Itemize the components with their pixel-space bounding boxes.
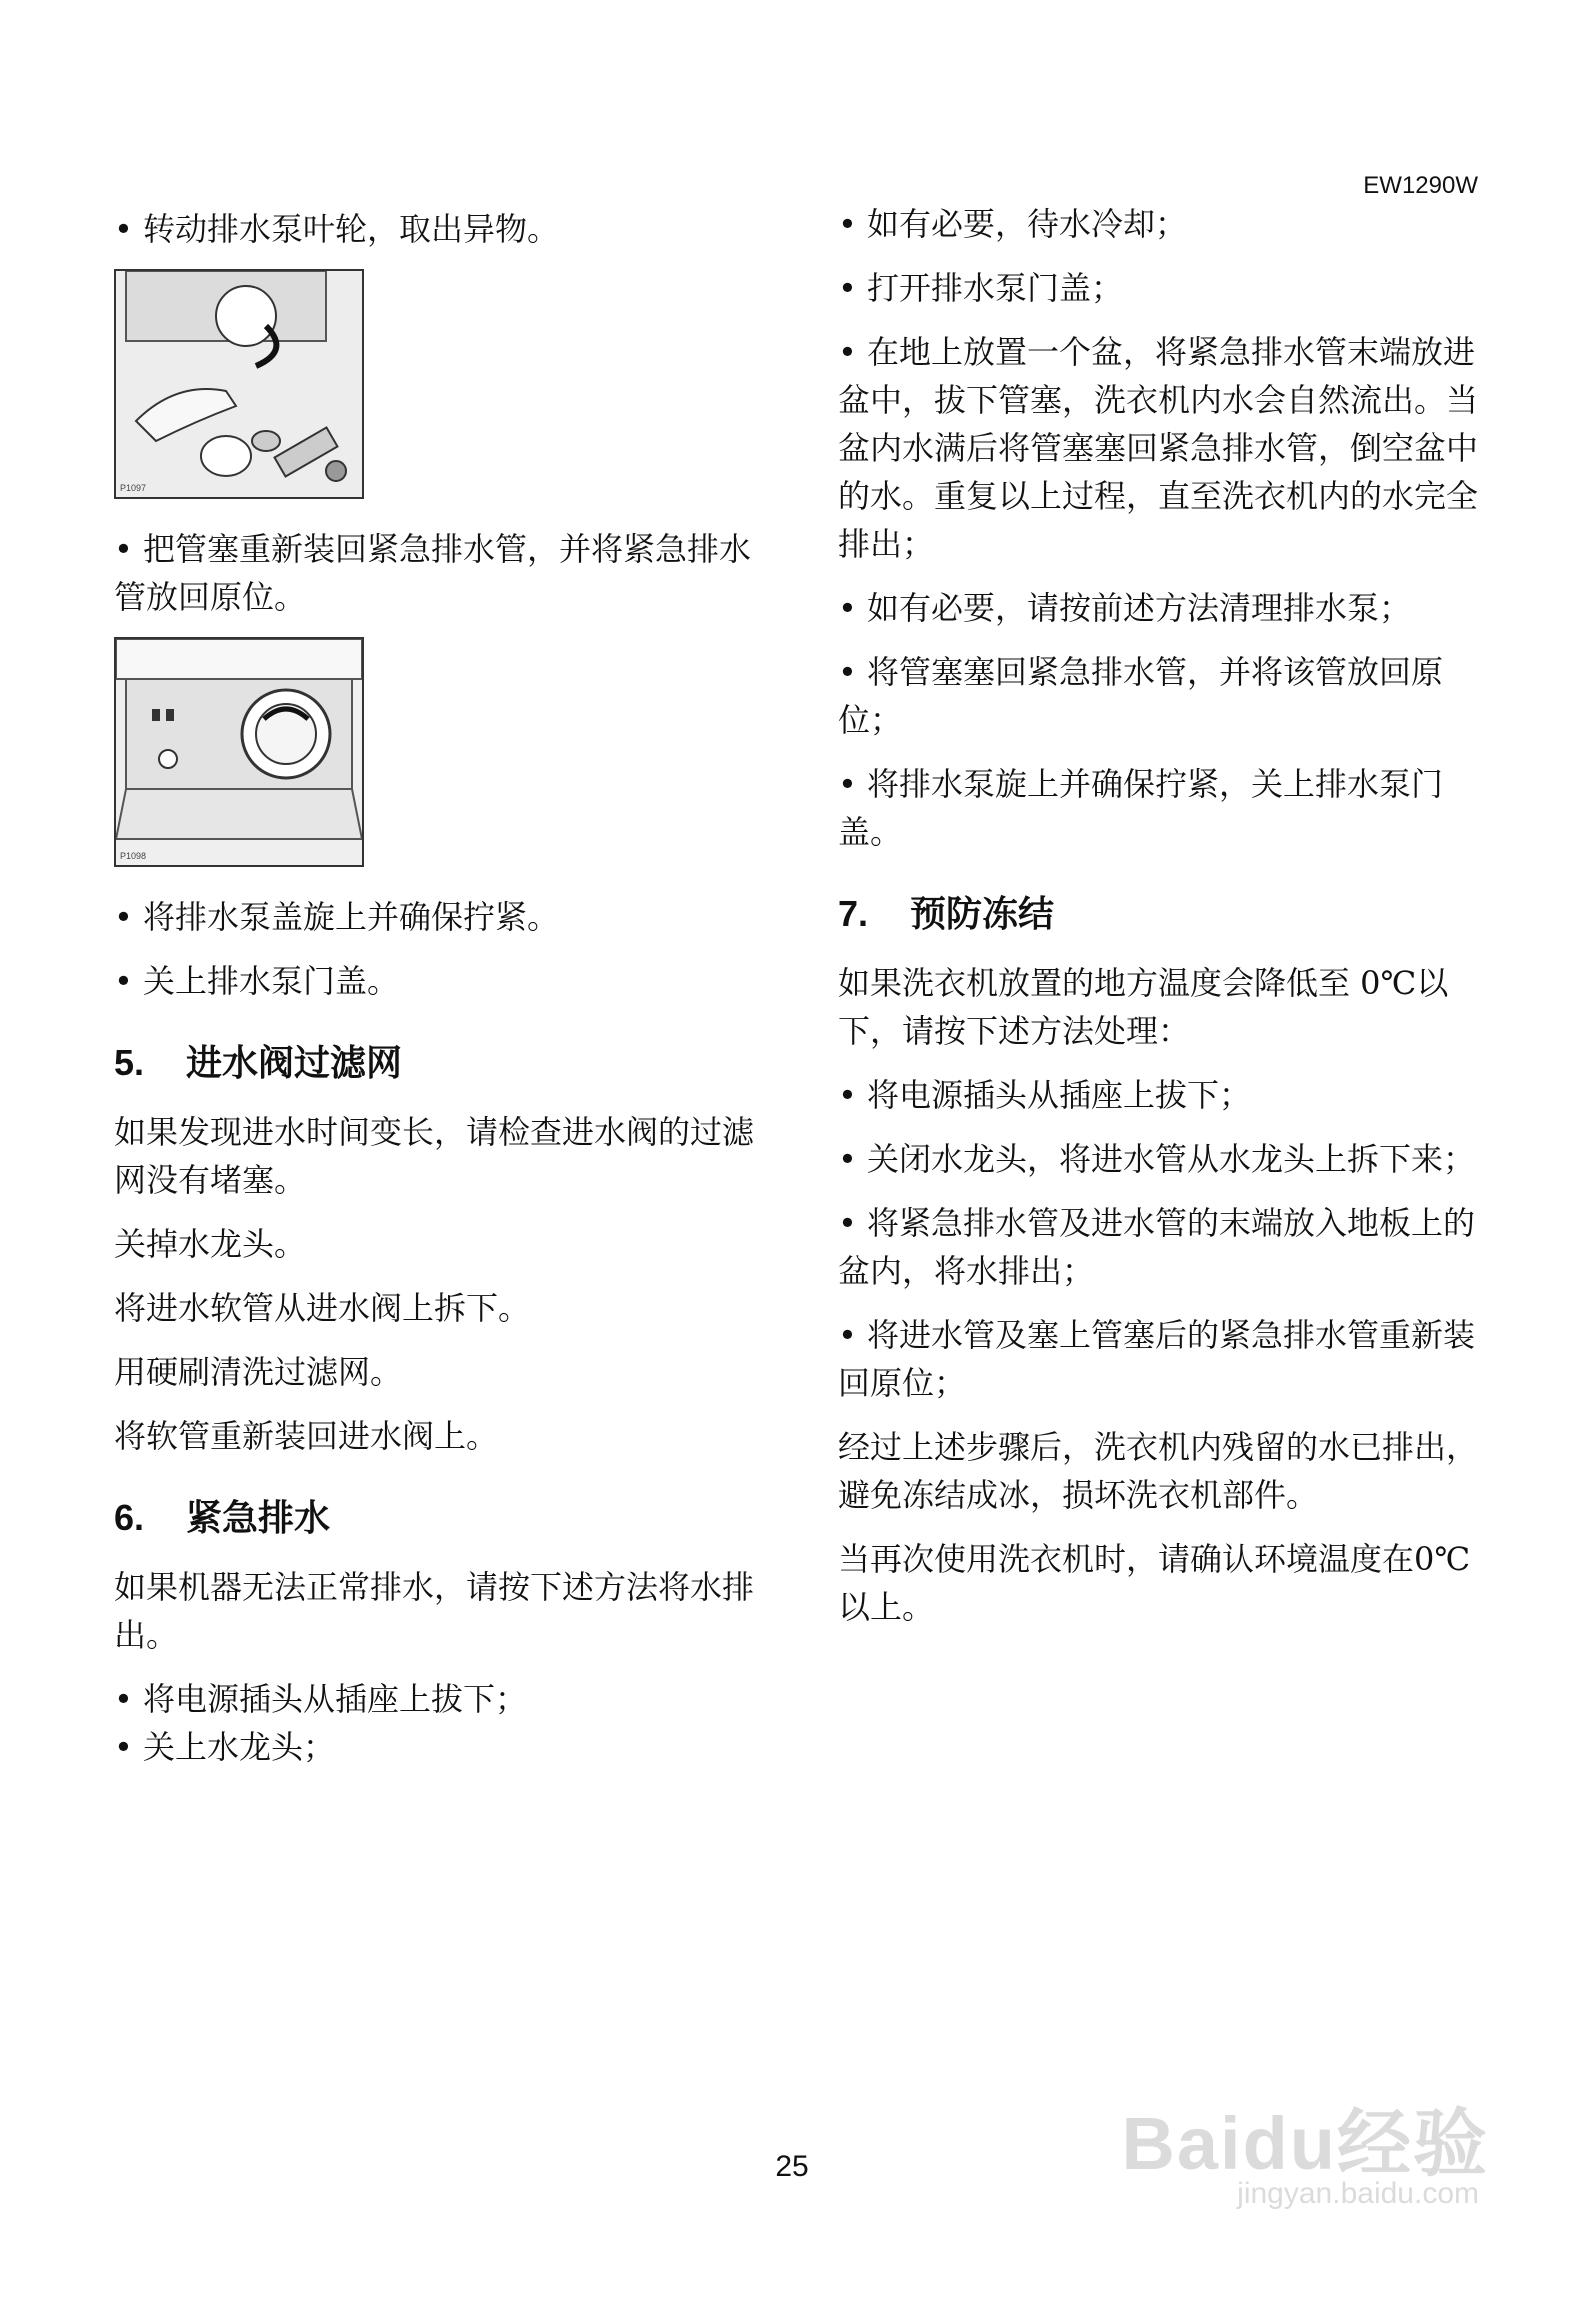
list-item: • 如有必要，待水冷却； <box>838 200 1478 248</box>
list-item: • 打开排水泵门盖； <box>838 264 1478 312</box>
bullet-tighten-cover: • 将排水泵盖旋上并确保拧紧。 <box>114 893 764 941</box>
list-item: • 关上水龙头； <box>114 1723 764 1771</box>
figure-pump-cover <box>114 637 364 867</box>
watermark-url: jingyan.baidu.com <box>1237 2177 1479 2210</box>
bullet-reinsert-plug: • 把管塞重新装回紧急排水管，并将紧急排水管放回原位。 <box>114 525 764 621</box>
pump-cover-illustration <box>116 639 362 865</box>
left-column <box>114 205 764 1787</box>
section-5-heading <box>114 1035 764 1086</box>
paragraph: 当再次使用洗衣机时，请确认环境温度在0℃以上。 <box>838 1540 1471 1626</box>
section-title: 进水阀过滤网 <box>186 1042 403 1083</box>
bullet-turn-impeller: • 转动排水泵叶轮，取出异物。 <box>114 205 764 253</box>
list-item: • 将排水泵旋上并确保拧紧，关上排水泵门盖。 <box>838 760 1478 856</box>
section-6-heading <box>114 1490 764 1541</box>
list-item: • 在地上放置一个盆，将紧急排水管末端放进盆中，拔下管塞，洗衣机内水会自然流出。当盆内水满后将管塞塞回紧急排水管，倒空盆中的水。重复以上过程，直至洗衣机内的水完全排出； <box>838 328 1478 568</box>
figure-code: P1097 <box>120 483 147 493</box>
paragraph: 如果发现进水时间变长，请检查进水阀的过滤网没有堵塞。 <box>114 1113 755 1199</box>
figure-code: P1098 <box>120 851 147 861</box>
section-7-heading <box>838 886 1478 937</box>
paragraph: 如果机器无法正常排水，请按下述方法将水排出。 <box>114 1568 755 1654</box>
pump-impeller-illustration <box>116 271 362 497</box>
list-item: • 将电源插头从插座上拔下； <box>114 1675 764 1723</box>
section-number: 7. <box>838 893 869 934</box>
paragraph: 关掉水龙头。 <box>114 1225 307 1263</box>
figure-pump-impeller <box>114 269 364 499</box>
right-column <box>838 200 1478 1647</box>
baidu-watermark <box>1089 2065 1489 2215</box>
paragraph: 经过上述步骤后，洗衣机内残留的水已排出，避免冻结成冰，损坏洗衣机部件。 <box>838 1428 1479 1514</box>
page-number: 25 <box>775 2150 809 2183</box>
list-item: • 将电源插头从插座上拔下； <box>838 1071 1478 1119</box>
list-item: • 将紧急排水管及进水管的末端放入地板上的盆内，将水排出； <box>838 1199 1478 1295</box>
section-number: 5. <box>114 1042 145 1083</box>
section-title: 预防冻结 <box>910 893 1055 934</box>
section-number: 6. <box>114 1497 145 1538</box>
list-item: • 如有必要，请按前述方法清理排水泵； <box>838 584 1478 632</box>
list-item: • 关闭水龙头，将进水管从水龙头上拆下来； <box>838 1135 1478 1183</box>
paragraph: 如果洗衣机放置的地方温度会降低至 0℃以下，请按下述方法处理： <box>838 964 1449 1050</box>
bullet-close-door: • 关上排水泵门盖。 <box>114 957 764 1005</box>
list-item: • 将管塞塞回紧急排水管，并将该管放回原位； <box>838 648 1478 744</box>
model-number: EW1290W <box>1363 172 1478 199</box>
paragraph: 将软管重新装回进水阀上。 <box>114 1417 499 1455</box>
section-title: 紧急排水 <box>186 1497 331 1538</box>
paragraph: 将进水软管从进水阀上拆下。 <box>114 1289 531 1327</box>
list-item: • 将进水管及塞上管塞后的紧急排水管重新装回原位； <box>838 1311 1478 1407</box>
paragraph: 用硬刷清洗过滤网。 <box>114 1353 403 1391</box>
watermark-logo: Baidu经验 <box>1121 2102 1489 2185</box>
